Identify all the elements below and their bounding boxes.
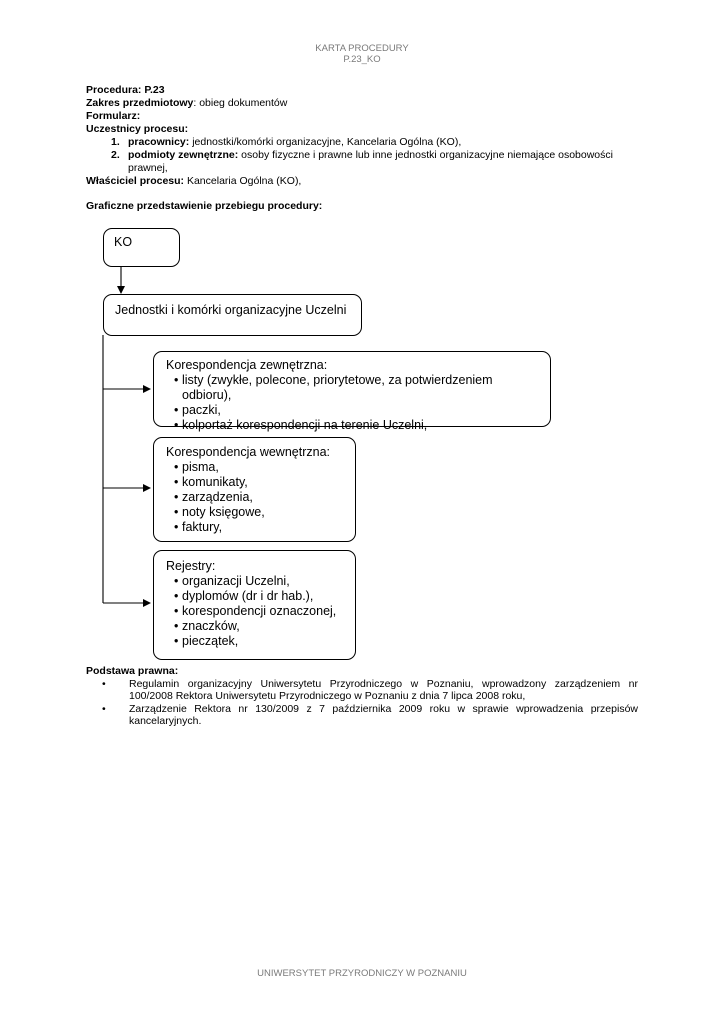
scope-value: : obieg dokumentów — [193, 97, 288, 109]
list-item — [86, 703, 638, 728]
legal-basis — [86, 665, 638, 728]
internal-list — [174, 460, 343, 535]
list-item: • faktury, — [174, 520, 343, 535]
ko-box-label: KO — [114, 235, 133, 249]
footer-university: UNIWERSYTET PRZYRODNICZY W POZNANIU — [257, 968, 467, 979]
list-item: • kolportaż korespondencji na terenie Uczelni, — [174, 418, 538, 433]
participant-label: podmioty zewnętrzne: — [128, 149, 239, 161]
participant-label: pracownicy: — [128, 136, 190, 148]
form-label: Formularz: — [86, 110, 141, 122]
section-title: Graficzne przedstawienie przebiegu procedury: — [86, 200, 323, 212]
units-box — [103, 294, 362, 336]
external-list — [174, 373, 538, 433]
scope-label: Zakres przedmiotowy — [86, 97, 194, 109]
procedure-label: Procedura: P.23 — [86, 84, 165, 96]
legal-item-text: Regulamin organizacyjny Uniwersytetu Przyrodniczego w Poznaniu, wprowadzony zarządzeniem nr 100/2008 Rektora Uniwersytetu Przyrodniczego w Poznaniu z dnia 7 lipca 2008 roku, — [129, 677, 638, 702]
registers-list — [174, 574, 343, 649]
header-code: P.23_KO — [343, 54, 381, 65]
list-item: • komunikaty, — [174, 475, 343, 490]
participants-label: Uczestnicy procesu: — [86, 123, 189, 135]
internal-correspondence-box — [153, 437, 356, 542]
legal-list — [86, 678, 638, 728]
bullet-icon: • — [102, 677, 106, 690]
internal-title: Korespondencja wewnętrzna: — [166, 445, 330, 459]
list-item: • listy (zwykłe, polecone, priorytetowe, za potwierdzeniem odbioru), — [174, 373, 538, 403]
bullet-icon: • — [102, 702, 106, 715]
participant-text: jednostki/komórki organizacyjne, Kancelaria Ogólna (KO), — [189, 136, 462, 148]
list-item: • paczki, — [174, 403, 538, 418]
list-item: • organizacji Uczelni, — [174, 574, 343, 589]
header-title: KARTA PROCEDURY — [315, 43, 409, 54]
participant-text: osoby fizyczne i prawne lub inne jednostki organizacyjne niemające osobowości prawnej, — [128, 149, 613, 174]
list-item: • korespondencji oznaczonej, — [174, 604, 343, 619]
external-correspondence-box — [153, 351, 551, 432]
registers-box — [153, 550, 356, 660]
registers-title: Rejestry: — [166, 559, 216, 573]
owner-value: Kancelaria Ogólna (KO), — [184, 175, 302, 187]
participant-number: 2. — [111, 149, 120, 161]
owner-label: Właściciel procesu: — [86, 175, 185, 187]
legal-item-text: Zarządzenie Rektora nr 130/2009 z 7 października 2009 roku w sprawie wprowadzenia przepisów kancelaryjnych. — [129, 702, 638, 727]
legal-title: Podstawa prawna: — [86, 665, 179, 677]
units-box-label: Jednostki i komórki organizacyjne Uczelni — [115, 303, 347, 317]
participant-number: 1. — [111, 136, 120, 148]
list-item: • pisma, — [174, 460, 343, 475]
list-item: • dyplomów (dr i dr hab.), — [174, 589, 343, 604]
list-item: • zarządzenia, — [174, 490, 343, 505]
list-item — [86, 678, 638, 703]
list-item: • znaczków, — [174, 619, 343, 634]
external-title: Korespondencja zewnętrzna: — [166, 358, 328, 372]
ko-box — [103, 228, 180, 267]
list-item: • noty księgowe, — [174, 505, 343, 520]
list-item: • pieczątek, — [174, 634, 343, 649]
